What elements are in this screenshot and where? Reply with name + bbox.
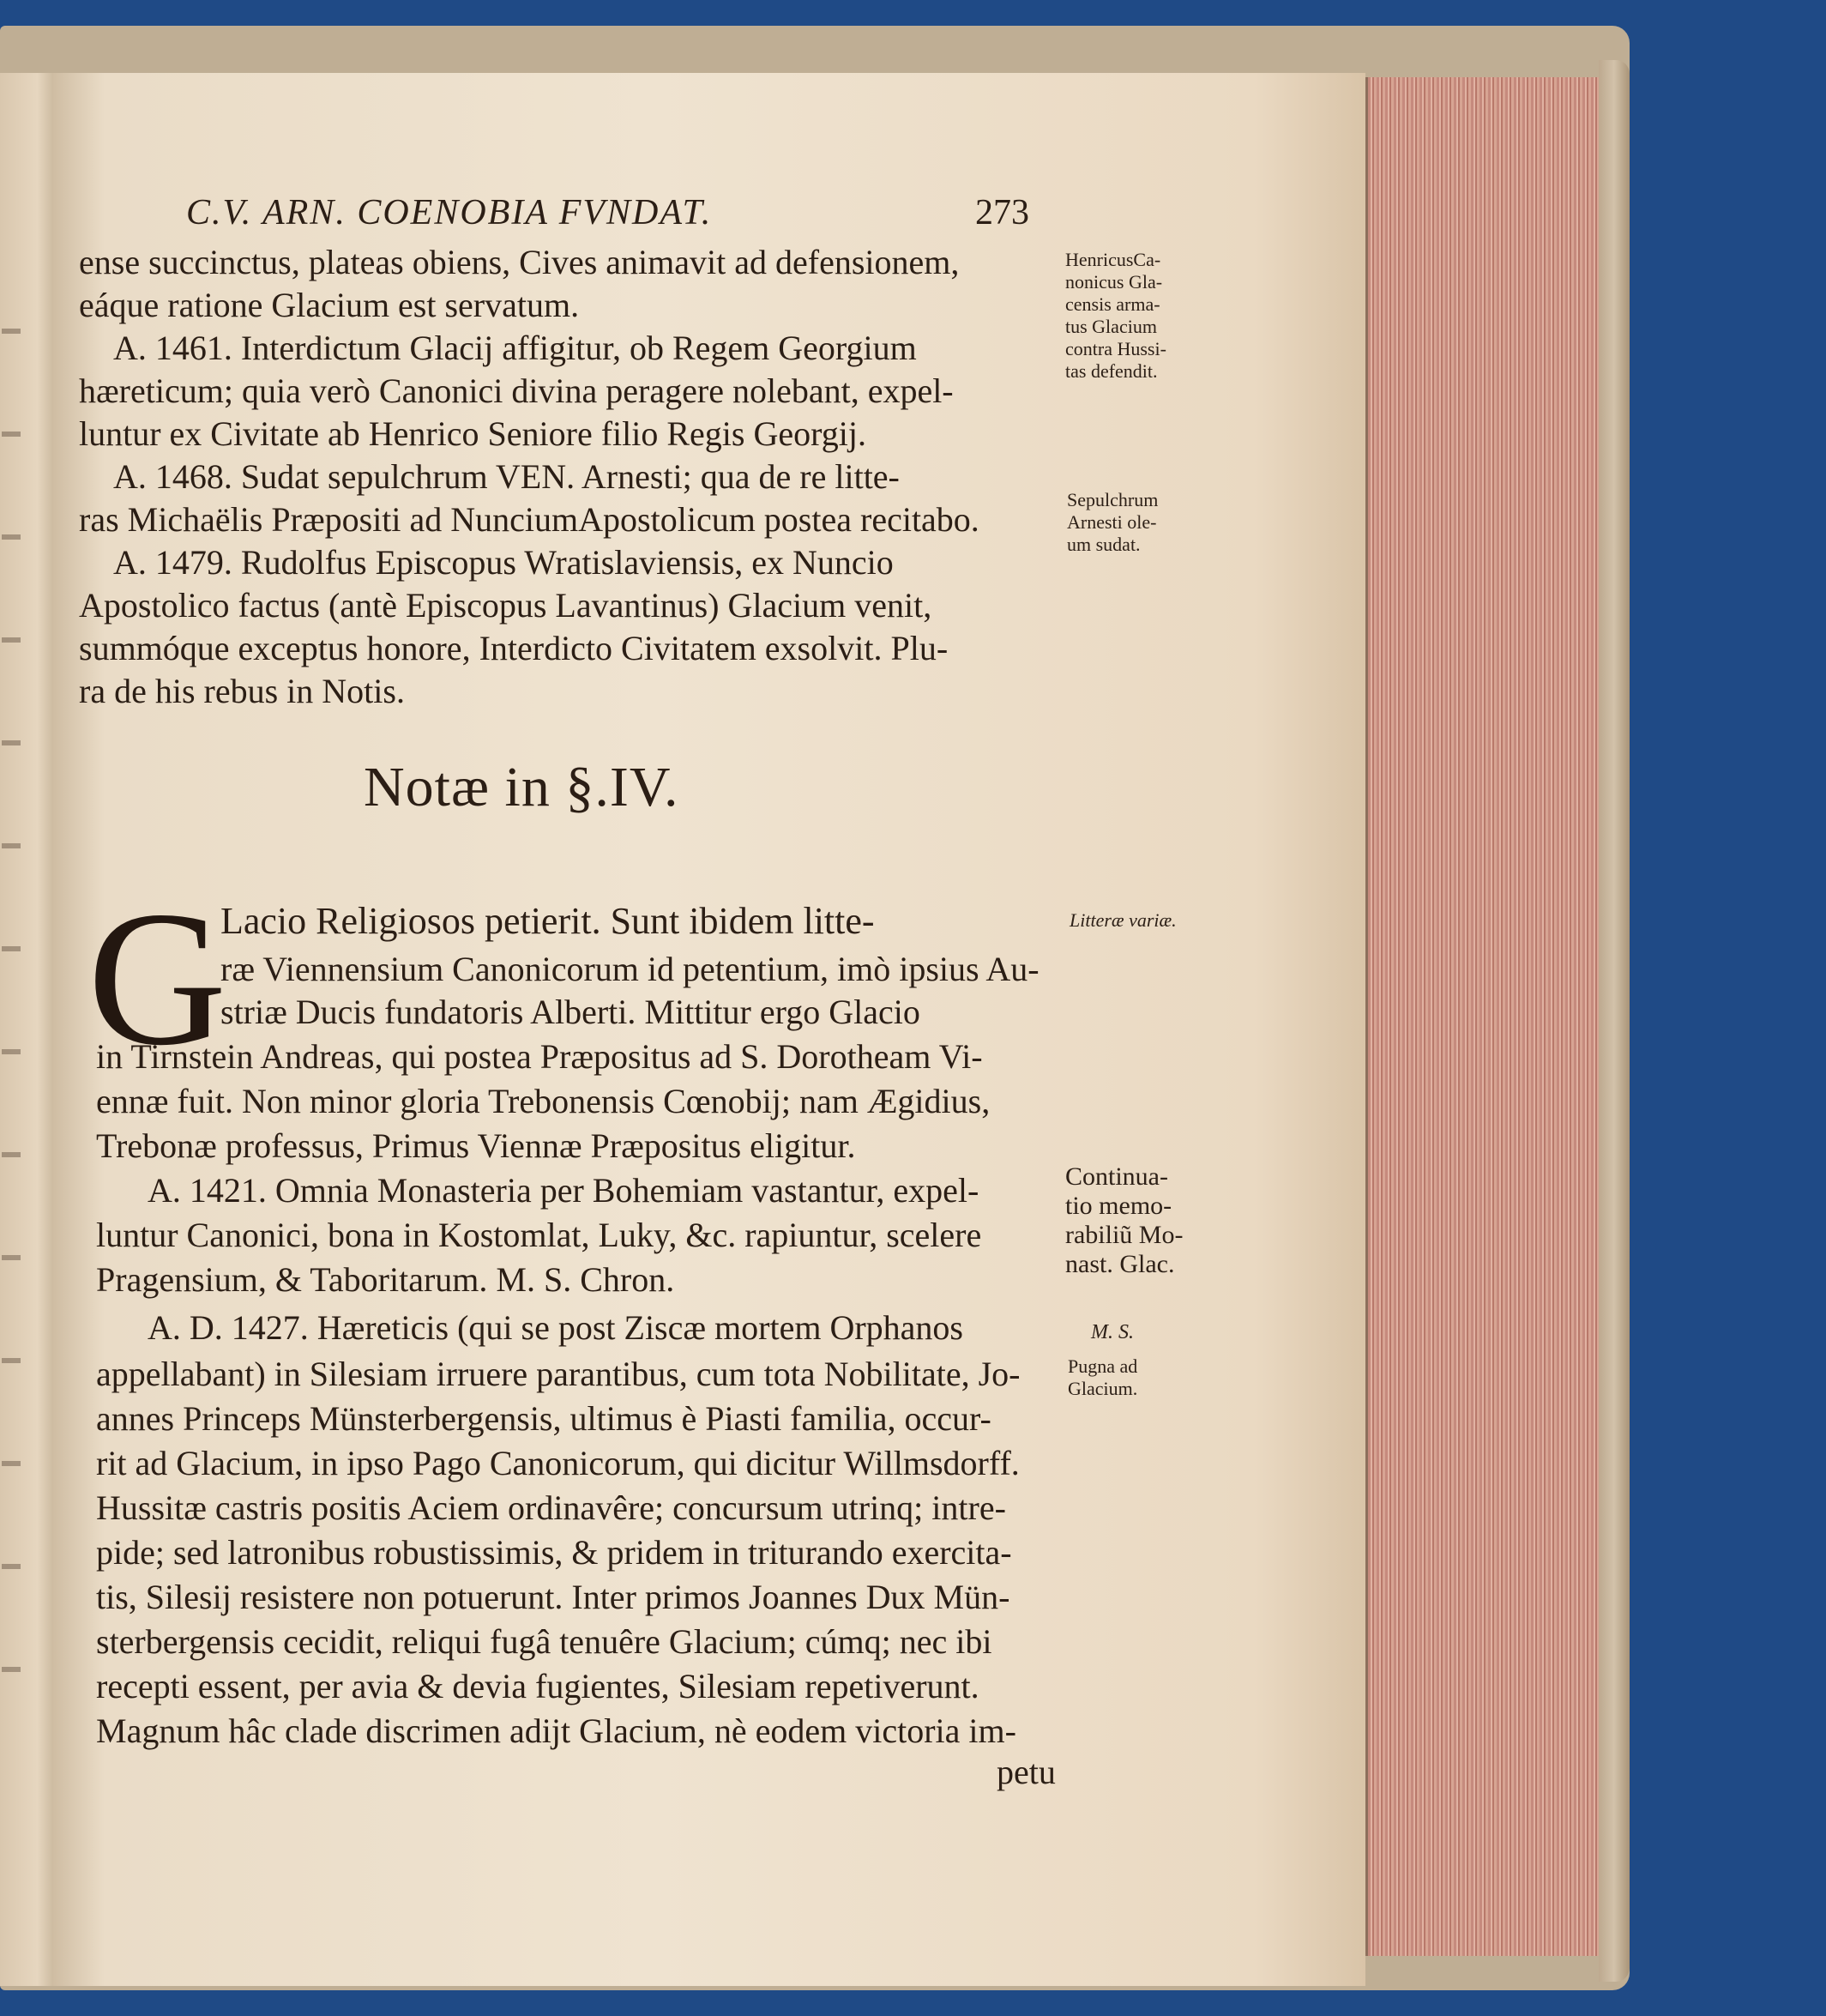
body-line: eáque ratione Glacium est servatum. <box>79 286 580 324</box>
book <box>0 26 1630 1990</box>
margin-note-line: HenricusCa- <box>1065 249 1161 270</box>
margin-note-line: Glacium. <box>1068 1378 1138 1399</box>
margin-note-line: Arnesti ole- <box>1067 511 1157 533</box>
notes-line: ræ Viennensium Canonicorum id petentium, imò ipsius Au- <box>220 950 1040 988</box>
running-head: C.V. ARN. COENOBIA FVNDAT. <box>186 193 713 232</box>
margin-note <box>1065 1162 1183 1279</box>
notes-line: A. D. 1427. Hæreticis (qui se post Ziscæ mortem Orphanos <box>148 1308 963 1347</box>
body-line: summóque exceptus honore, Interdicto Civitatem exsolvit. Plu- <box>79 629 949 667</box>
body-line: A. 1479. Rudolfus Episcopus Wratislaviensis, ex Nuncio <box>113 543 894 582</box>
page-number: 273 <box>975 193 1029 232</box>
margin-note <box>1091 1321 1134 1343</box>
margin-note-line: nonicus Gla- <box>1065 271 1163 293</box>
notes-line: recepti essent, per avia & devia fugientes, Silesiam repetiverunt. <box>96 1667 979 1705</box>
body-line: A. 1468. Sudat sepulchrum VEN. Arnesti; qua de re litte- <box>113 457 900 496</box>
notes-line: annes Princeps Münsterbergensis, ultimus è Piasti familia, occur- <box>96 1399 991 1438</box>
margin-note-line: nast. Glac. <box>1065 1250 1175 1278</box>
margin-note-line: tas defendit. <box>1065 360 1158 382</box>
margin-note <box>1070 909 1177 932</box>
body-line: ras Michaëlis Præpositi ad NunciumApostolicum postea recitabo. <box>79 500 979 539</box>
section-title: Notæ in §.IV. <box>364 756 679 818</box>
margin-note-line: Litteræ variæ. <box>1070 909 1177 931</box>
left-page-text-marks <box>2 296 21 1754</box>
notes-line: Magnum hâc clade discrimen adijt Glacium, nè eodem victoria im- <box>96 1711 1016 1750</box>
margin-note-line: M. S. <box>1091 1321 1134 1343</box>
notes-line: Pragensium, & Taboritarum. M. S. Chron. <box>96 1260 675 1299</box>
body-line: ense succinctus, plateas obiens, Cives animavit ad defensionem, <box>79 243 960 281</box>
notes-line: Hussitæ castris positis Aciem ordinavêre; concursum utrinq; intre- <box>96 1488 1006 1527</box>
notes-line: luntur Canonici, bona in Kostomlat, Luky, &c. rapiuntur, scelere <box>96 1216 982 1254</box>
notes-line: in Tirnstein Andreas, qui postea Præpositus ad S. Dorotheam Vi- <box>96 1037 983 1076</box>
notes-line: appellabant) in Silesiam irruere parantibus, cum tota Nobilitate, Jo- <box>96 1355 1021 1393</box>
body-line: luntur ex Civitate ab Henrico Seniore filio Regis Georgij. <box>79 414 866 453</box>
body-line: Apostolico factus (antè Episcopus Lavantinus) Glacium venit, <box>79 586 932 625</box>
margin-note <box>1065 249 1166 383</box>
catchword: petu <box>997 1753 1056 1791</box>
notes-line: Trebonæ professus, Primus Viennæ Præpositus eligitur. <box>96 1126 856 1165</box>
margin-note-line: Continua- <box>1065 1162 1168 1191</box>
page-fore-edge <box>1365 77 1601 1956</box>
body-line: hæreticum; quia verò Canonici divina peragere nolebant, expel- <box>79 371 954 410</box>
drop-cap: G <box>87 871 227 1085</box>
margin-note-line: rabiliũ Mo- <box>1065 1221 1184 1249</box>
margin-note-line: um sudat. <box>1067 534 1141 555</box>
body-line: ra de his rebus in Notis. <box>79 672 405 710</box>
margin-note-line: tio memo- <box>1065 1192 1172 1220</box>
notes-line: rit ad Glacium, in ipso Pago Canonicorum, qui dicitur Willmsdorff. <box>96 1444 1020 1482</box>
margin-note-line: contra Hussi- <box>1065 338 1166 359</box>
notes-line: pide; sed latronibus robustissimis, & pridem in triturando exercita- <box>96 1533 1012 1572</box>
notes-line: Lacio Religiosos petierit. Sunt ibidem litte- <box>220 900 875 942</box>
left-page-edge <box>0 73 56 1986</box>
notes-line: A. 1421. Omnia Monasteria per Bohemiam vastantur, expel- <box>148 1171 979 1210</box>
margin-note <box>1068 1355 1137 1400</box>
notes-line: striæ Ducis fundatoris Alberti. Mittitur ergo Glacio <box>220 993 920 1031</box>
notes-line: tis, Silesij resistere non potuerunt. Inter primos Joannes Dux Mün- <box>96 1578 1010 1616</box>
notes-line: ennæ fuit. Non minor gloria Trebonensis Cœnobij; nam Ægidius, <box>96 1082 991 1120</box>
book-cover-edge <box>1599 60 1630 1982</box>
margin-note <box>1067 489 1158 556</box>
margin-note-line: censis arma- <box>1065 293 1160 315</box>
body-line: A. 1461. Interdictum Glacij affigitur, ob Regem Georgium <box>113 329 917 367</box>
notes-line: sterbergensis cecidit, reliqui fugâ tenuêre Glacium; cúmq; nec ibi <box>96 1622 992 1661</box>
margin-note-line: Pugna ad <box>1068 1355 1138 1377</box>
margin-note-line: tus Glacium <box>1065 316 1157 337</box>
margin-note-line: Sepulchrum <box>1067 489 1159 510</box>
right-page <box>53 73 1365 1986</box>
